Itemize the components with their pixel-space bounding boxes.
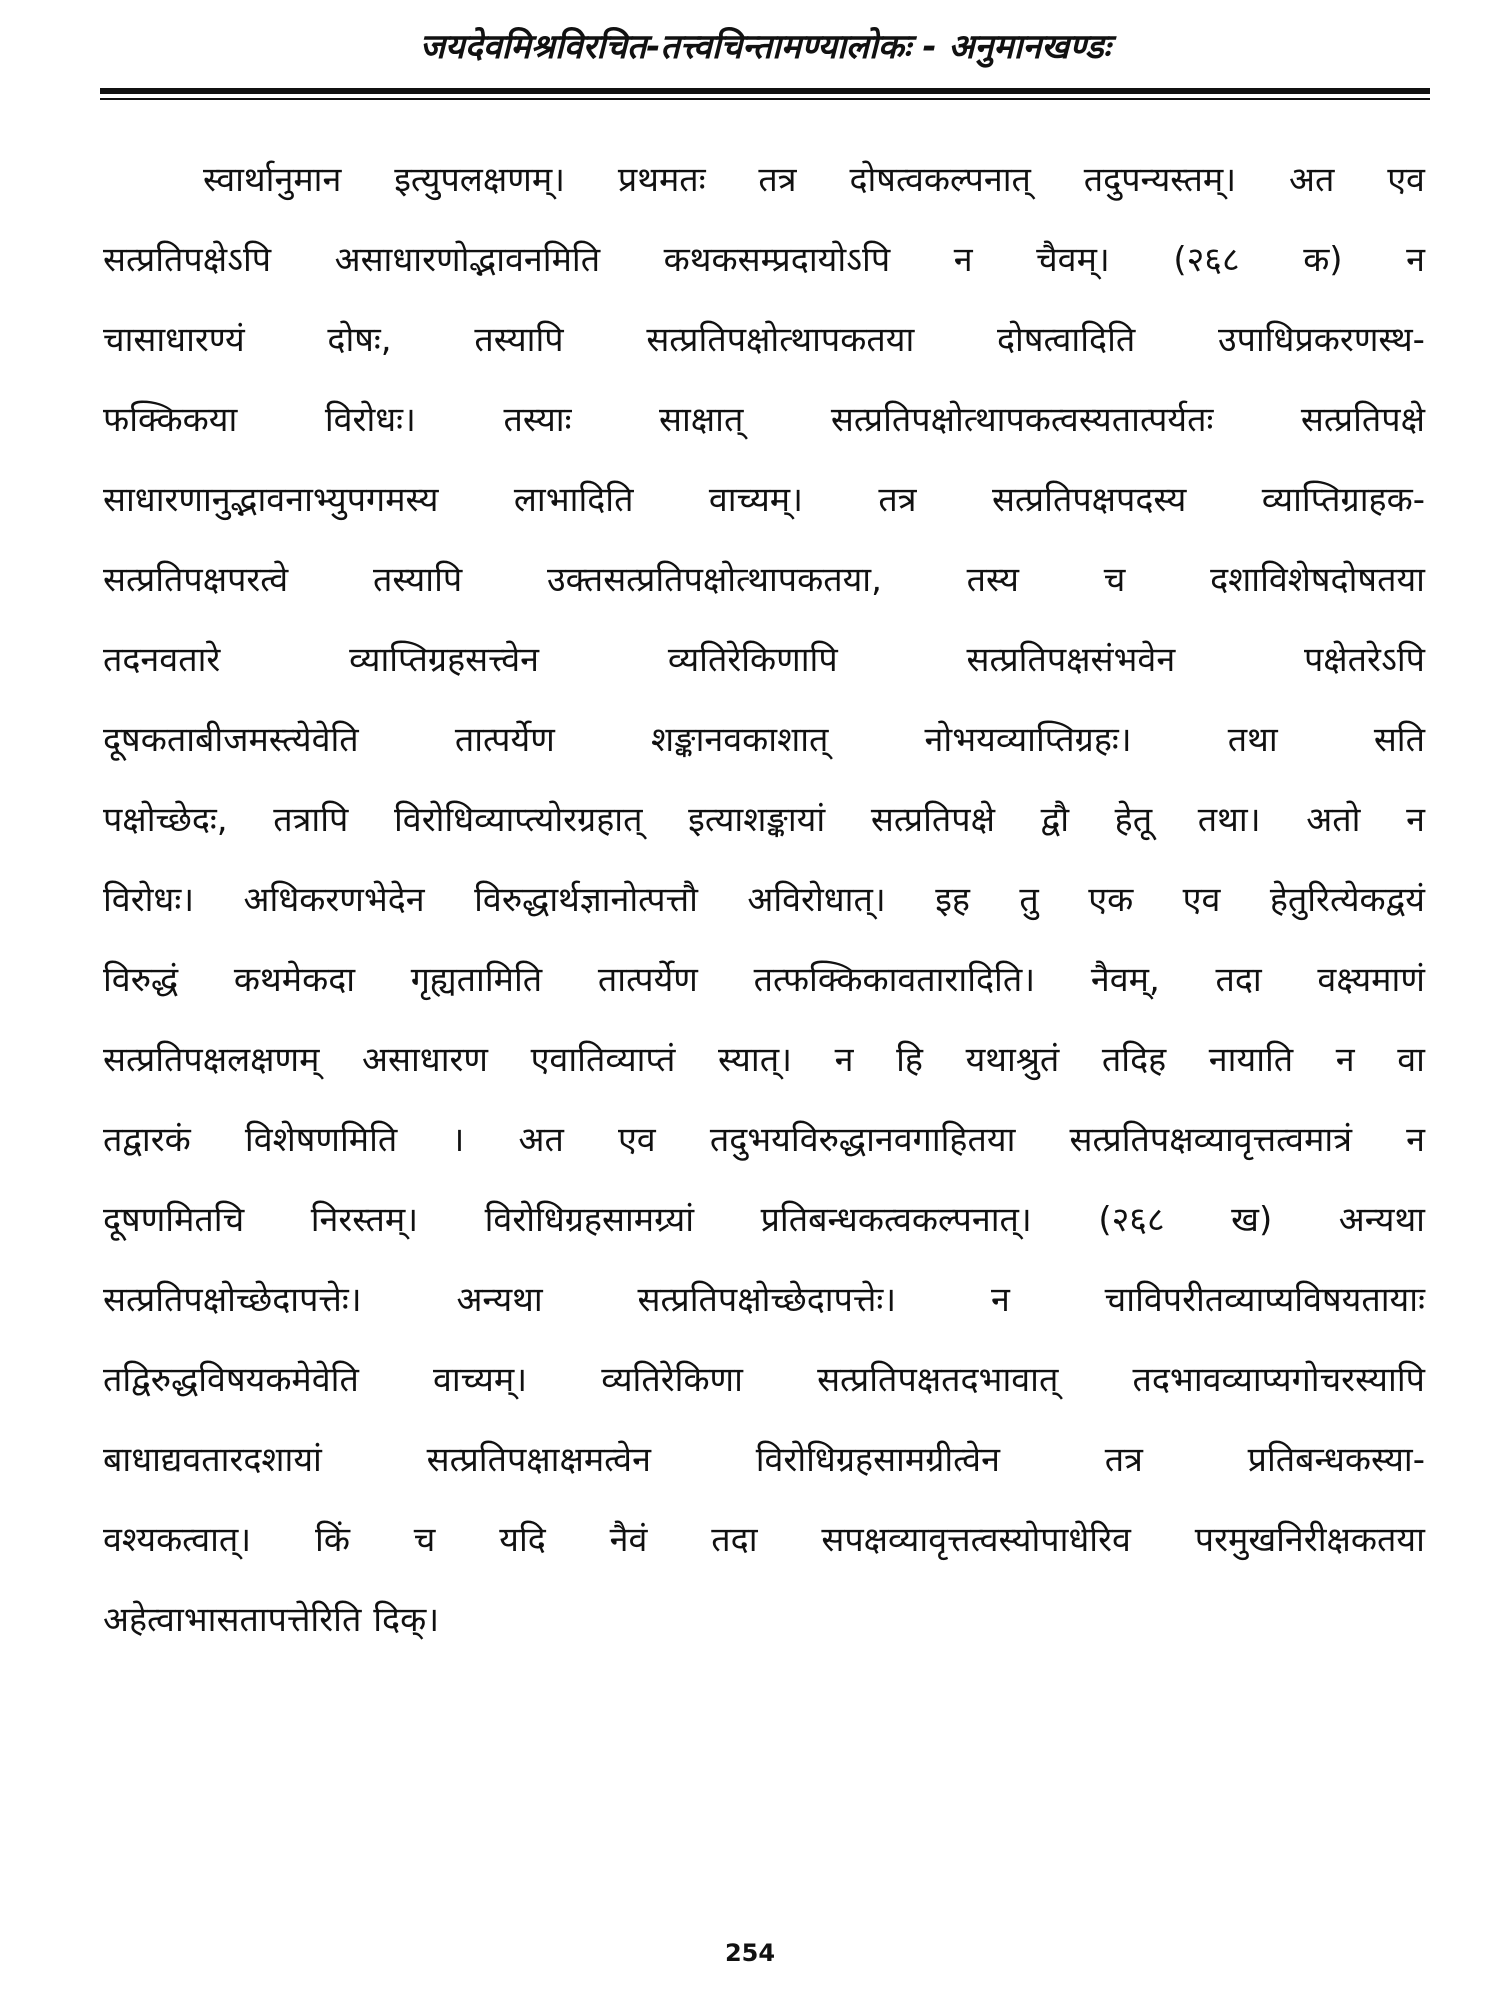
word: तात्पर्येण xyxy=(597,960,698,1000)
word: अन्यथा xyxy=(1338,1200,1425,1240)
word: साक्षात् xyxy=(659,400,744,440)
word: विरोधिग्रहसामग्र्यां xyxy=(484,1200,695,1240)
word: हेतू xyxy=(1114,800,1153,840)
word: लाभादिति xyxy=(513,480,634,520)
word: विशेषणमिति xyxy=(244,1120,398,1160)
word: वश्यकत्वात्। xyxy=(103,1520,252,1560)
text-line xyxy=(103,1418,1425,1498)
word: तथा xyxy=(1227,720,1278,760)
word: तदा xyxy=(1215,960,1262,1000)
text-line xyxy=(103,1578,1425,1658)
text-line xyxy=(103,1258,1425,1338)
word: नोभयव्याप्तिग्रहः। xyxy=(924,720,1132,760)
text-line xyxy=(103,298,1425,378)
text-line xyxy=(103,138,1425,218)
word: । xyxy=(451,1120,465,1160)
word: दिक्। xyxy=(373,1600,440,1640)
word: तस्य xyxy=(966,560,1019,600)
running-header: जयदेवमिश्रविरचित-तत्त्वचिन्तामण्यालोकः - अनुमानखण्डः xyxy=(419,27,1111,67)
word: चाविपरीतव्याप्यविषयतायाः xyxy=(1104,1280,1425,1320)
word: तदुपन्यस्तम्। xyxy=(1083,160,1237,200)
word: सत्प्रतिपक्षोच्छेदापत्तेः। xyxy=(103,1280,362,1320)
word: इह xyxy=(935,880,970,920)
word: दशाविशेषदोषतया xyxy=(1210,560,1425,600)
word: यदि xyxy=(499,1520,546,1560)
word: नैवं xyxy=(609,1520,648,1560)
word: न xyxy=(1406,1120,1425,1160)
word: सत्प्रतिपक्षोच्छेदापत्तेः। xyxy=(637,1280,897,1320)
word: इत्याशङ्कायां xyxy=(688,800,826,840)
word: न xyxy=(953,240,973,280)
word: न xyxy=(1406,240,1425,280)
header-rule-thin xyxy=(100,98,1430,100)
word: सत्प्रतिपक्षव्यावृत्तत्वमात्रं xyxy=(1069,1120,1352,1160)
word: एव xyxy=(1387,160,1425,200)
word: सति xyxy=(1373,720,1425,760)
word: विरोधिव्याप्त्योरग्रहात् xyxy=(394,800,643,840)
word: सत्प्रतिपक्षोत्थापकत्वस्यतात्पर्यतः xyxy=(830,400,1214,440)
text-line xyxy=(103,1338,1425,1418)
word: किं xyxy=(315,1520,350,1560)
word: कथकसम्प्रदायोऽपि xyxy=(663,240,891,280)
word: सत्प्रतिपक्षेऽपि xyxy=(103,240,272,280)
word: दोषः, xyxy=(327,320,392,360)
word: तदभावव्याप्यगोचरस्यापि xyxy=(1132,1360,1425,1400)
word: व्यतिरेकिणापि xyxy=(667,640,838,680)
word: शङ्कानवकाशात् xyxy=(650,720,829,760)
word: सत्प्रतिपक्षपदस्य xyxy=(991,480,1187,520)
word: (२६८ xyxy=(1173,240,1240,280)
word: सत्प्रतिपक्षे xyxy=(1300,400,1425,440)
word: एवातिव्याप्तं xyxy=(530,1040,676,1080)
word: अतो xyxy=(1306,800,1361,840)
word: च xyxy=(413,1520,436,1560)
word: तदनवतारे xyxy=(103,640,221,680)
word: सत्प्रतिपक्षाक्षमत्वेन xyxy=(426,1440,651,1480)
word: तत्रापि xyxy=(273,800,349,840)
text-line xyxy=(103,858,1425,938)
word: असाधारण xyxy=(362,1040,489,1080)
word: न xyxy=(834,1040,854,1080)
word: अन्यथा xyxy=(456,1280,543,1320)
text-line xyxy=(103,538,1425,618)
word: दोषत्वकल्पनात् xyxy=(849,160,1031,200)
word: विरुद्धं xyxy=(103,960,179,1000)
word: क) xyxy=(1303,240,1343,280)
word: व्यतिरेकिणा xyxy=(601,1360,743,1400)
word: परमुखनिरीक्षकतया xyxy=(1194,1520,1425,1560)
word: तथा। xyxy=(1197,800,1261,840)
word: तस्यापि xyxy=(372,560,463,600)
text-line xyxy=(103,458,1425,538)
word: तत्र xyxy=(878,480,917,520)
word: विरोधिग्रहसामग्रीत्वेन xyxy=(755,1440,1000,1480)
word: तद्वारकं xyxy=(103,1120,191,1160)
text-line xyxy=(103,938,1425,1018)
word: सत्प्रतिपक्षतदभावात् xyxy=(817,1360,1059,1400)
word: सत्प्रतिपक्षपरत्वे xyxy=(103,560,289,600)
header-rule-thick xyxy=(100,88,1430,94)
word: अत xyxy=(518,1120,564,1160)
word: असाधारणोद्भावनमिति xyxy=(334,240,601,280)
word: यथाश्रुतं xyxy=(965,1040,1060,1080)
word: चैवम्। xyxy=(1036,240,1110,280)
word: तात्पर्येण xyxy=(454,720,555,760)
word: तदा xyxy=(711,1520,758,1560)
word: सपक्षव्यावृत्तत्वस्योपाधेरिव xyxy=(821,1520,1131,1560)
text-line xyxy=(103,1178,1425,1258)
word: विरोधः। xyxy=(103,880,195,920)
word: निरस्तम्। xyxy=(310,1200,419,1240)
word: फक्किकया xyxy=(103,400,238,440)
word: तत्र xyxy=(1104,1440,1143,1480)
word: गृह्यतामिति xyxy=(410,960,543,1000)
word: ख) xyxy=(1231,1200,1273,1240)
word: सत्प्रतिपक्षलक्षणम् xyxy=(103,1040,320,1080)
word: स्यात्। xyxy=(717,1040,792,1080)
body-paragraph xyxy=(103,138,1425,1658)
text-line xyxy=(103,1498,1425,1578)
word: नैवम्, xyxy=(1090,960,1160,1000)
word: विरोधः। xyxy=(324,400,416,440)
text-line xyxy=(103,1018,1425,1098)
word: अधिकरणभेदेन xyxy=(243,880,425,920)
word: कथमेकदा xyxy=(233,960,356,1000)
word: अत xyxy=(1288,160,1335,200)
word: तस्याः xyxy=(503,400,572,440)
word: स्वार्थानुमान xyxy=(203,160,342,200)
word: सत्प्रतिपक्षोत्थापकतया xyxy=(646,320,915,360)
text-line xyxy=(103,1098,1425,1178)
word: तद्विरुद्धविषयकमेवेति xyxy=(103,1360,359,1400)
word: नायाति xyxy=(1208,1040,1294,1080)
word: तत्र xyxy=(758,160,797,200)
text-line xyxy=(103,698,1425,778)
word: तदिह xyxy=(1101,1040,1167,1080)
text-line xyxy=(103,378,1425,458)
word: दूषकताबीजमस्त्येवेति xyxy=(103,720,359,760)
word: व्याप्तिग्राहक- xyxy=(1261,480,1425,520)
word: अहेत्वाभासतापत्तेरिति xyxy=(103,1600,362,1640)
word: द्वौ xyxy=(1040,800,1069,840)
word: सत्प्रतिपक्षे xyxy=(870,800,995,840)
word: प्रतिबन्धकत्वकल्पनात्। xyxy=(760,1200,1032,1240)
word: वाच्यम्। xyxy=(432,1360,528,1400)
word: बाधाद्यवतारदशायां xyxy=(103,1440,322,1480)
word: सत्प्रतिपक्षसंभवेन xyxy=(966,640,1176,680)
text-line xyxy=(103,778,1425,858)
page-number: 254 xyxy=(724,1939,776,1967)
word: हेतुरित्येकद्वयं xyxy=(1269,880,1425,920)
word: प्रथमतः xyxy=(617,160,706,200)
word: पक्षेतरेऽपि xyxy=(1303,640,1425,680)
word: उक्तसत्प्रतिपक्षोत्थापकतया, xyxy=(546,560,882,600)
word: च xyxy=(1103,560,1126,600)
word: एक xyxy=(1088,880,1134,920)
word: चासाधारण्यं xyxy=(103,320,245,360)
word: एव xyxy=(617,1120,656,1160)
word: वक्ष्यमाणं xyxy=(1317,960,1425,1000)
word: न xyxy=(990,1280,1010,1320)
word: पक्षोच्छेदः, xyxy=(103,800,228,840)
word: न xyxy=(1335,1040,1355,1080)
word: साधारणानुद्भावनाभ्युपगमस्य xyxy=(103,480,439,520)
text-line xyxy=(103,618,1425,698)
word: एव xyxy=(1182,880,1221,920)
word: हि xyxy=(896,1040,923,1080)
word: वा xyxy=(1397,1040,1425,1080)
word: (२६८ xyxy=(1098,1200,1165,1240)
word: तु xyxy=(1019,880,1039,920)
word: अविरोधात्। xyxy=(747,880,886,920)
word: दोषत्वादिति xyxy=(996,320,1136,360)
word: उपाधिप्रकरणस्थ- xyxy=(1218,320,1425,360)
text-line xyxy=(103,218,1425,298)
word: विरुद्धार्थज्ञानोत्पत्तौ xyxy=(474,880,698,920)
word: तत्फक्किकावतारादिति। xyxy=(753,960,1036,1000)
word: तदुभयविरुद्धानवगाहितया xyxy=(709,1120,1016,1160)
word: तस्यापि xyxy=(474,320,564,360)
word: प्रतिबन्धकस्या- xyxy=(1247,1440,1425,1480)
word: इत्युपलक्षणम्। xyxy=(394,160,566,200)
word: न xyxy=(1406,800,1425,840)
word: वाच्यम्। xyxy=(708,480,804,520)
word: दूषणमितचि xyxy=(103,1200,245,1240)
word: व्याप्तिग्रहसत्त्वेन xyxy=(349,640,540,680)
